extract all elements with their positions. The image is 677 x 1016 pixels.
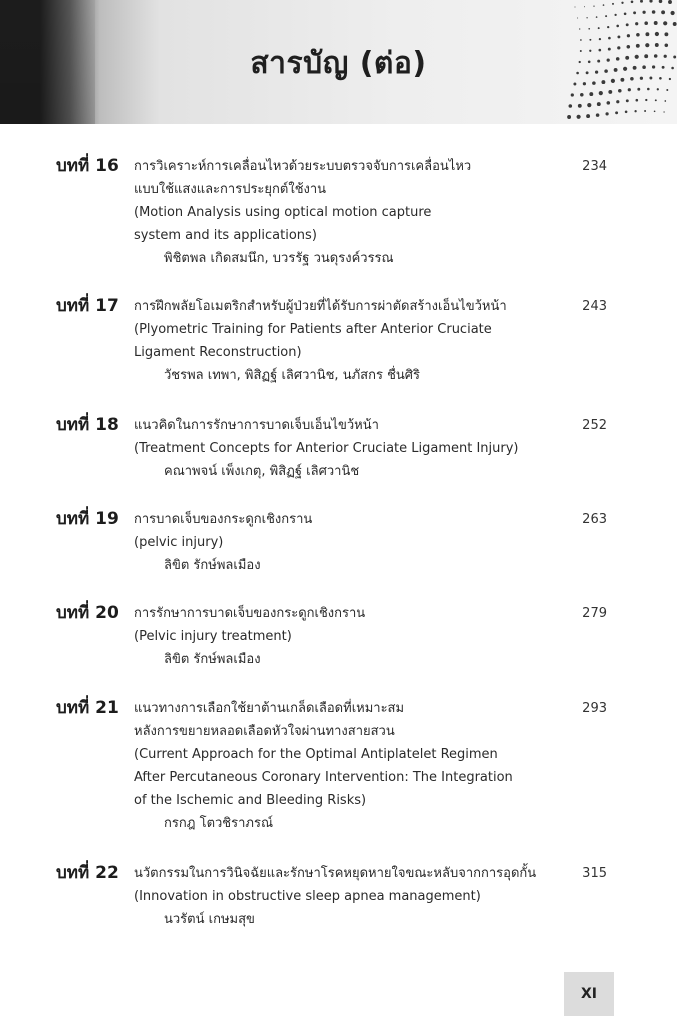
page-reference: 293 xyxy=(582,701,607,716)
entry-title-line: หลังการขยายหลอดเลือดหัวใจผ่านทางสายสวน xyxy=(134,724,395,739)
halftone-dot xyxy=(636,99,639,102)
entry-title-line: (pelvic injury) xyxy=(134,535,224,550)
halftone-dot xyxy=(612,3,614,5)
halftone-dot xyxy=(588,28,590,30)
halftone-dots-decoration xyxy=(567,0,677,124)
halftone-dot xyxy=(645,43,649,47)
page-header xyxy=(0,0,677,124)
halftone-dot xyxy=(659,77,662,80)
halftone-dot xyxy=(616,57,620,61)
halftone-dot xyxy=(589,92,593,96)
halftone-dot xyxy=(577,18,578,19)
halftone-dot xyxy=(644,21,648,25)
halftone-dot xyxy=(652,10,656,14)
chapter-number: บทที่ 19 xyxy=(56,509,119,529)
halftone-dot xyxy=(592,81,596,85)
entry-title-line: (Motion Analysis using optical motion capture xyxy=(134,205,432,220)
halftone-dot xyxy=(586,17,587,18)
halftone-dot xyxy=(662,66,665,69)
halftone-dot xyxy=(608,37,611,40)
halftone-dot xyxy=(580,50,582,52)
page-reference: 234 xyxy=(582,159,607,174)
halftone-dot xyxy=(633,11,636,14)
halftone-dot xyxy=(640,77,643,80)
entry-title-line: (Plyometric Training for Patients after Anterior Cruciate xyxy=(134,322,492,337)
halftone-dot xyxy=(655,32,659,36)
halftone-dot xyxy=(640,0,643,3)
halftone-dot xyxy=(671,11,675,15)
entry-authors: พิชิตพล เกิดสมนึก, บวรรัฐ วนดุรงค์วรรณ xyxy=(164,251,394,266)
halftone-dot xyxy=(620,78,624,82)
halftone-dot xyxy=(608,90,612,94)
halftone-dot xyxy=(608,48,611,51)
halftone-dot xyxy=(614,68,618,72)
halftone-dot xyxy=(607,58,610,61)
halftone-dot xyxy=(604,69,608,73)
halftone-dot xyxy=(579,28,580,29)
halftone-dot xyxy=(589,50,591,52)
halftone-dot xyxy=(611,79,615,83)
halftone-dot xyxy=(569,104,573,108)
halftone-dot xyxy=(642,65,646,69)
page-title: สารบัญ (ต่อ) xyxy=(250,46,427,81)
halftone-dot xyxy=(597,60,600,63)
halftone-dot xyxy=(668,0,672,4)
halftone-dot xyxy=(626,23,629,26)
halftone-dot xyxy=(624,13,627,16)
halftone-dot xyxy=(642,11,645,14)
chapter-number: บทที่ 22 xyxy=(56,863,119,883)
halftone-dot xyxy=(625,111,628,114)
halftone-dot xyxy=(617,35,620,38)
halftone-dot xyxy=(666,89,668,91)
entry-title-line: (Current Approach for the Optimal Antiplatelet Regimen xyxy=(134,747,498,762)
halftone-dot xyxy=(584,6,585,7)
halftone-dot xyxy=(586,114,590,118)
halftone-dot xyxy=(649,77,652,80)
entry-authors: ลิขิต รักษ์พลเมือง xyxy=(164,558,261,573)
entry-title-line: (Pelvic injury treatment) xyxy=(134,629,292,644)
halftone-dot xyxy=(617,46,620,49)
chapter-number: บทที่ 21 xyxy=(56,698,119,718)
halftone-dot xyxy=(614,14,616,16)
halftone-dot xyxy=(599,38,601,40)
halftone-dot xyxy=(636,33,640,37)
halftone-dot xyxy=(567,115,571,119)
halftone-dot xyxy=(596,16,598,18)
halftone-dot xyxy=(587,103,591,107)
halftone-dot xyxy=(630,77,634,81)
entry-authors: นวรัตน์ เกษมสุข xyxy=(164,912,255,927)
entry-title-line: แนวทางการเลือกใช้ยาต้านเกล็ดเลือดที่เหมาะสม xyxy=(134,701,405,716)
entry-title-line: (Treatment Concepts for Anterior Cruciate Ligament Injury) xyxy=(134,441,519,456)
halftone-dot xyxy=(583,82,586,85)
halftone-dot xyxy=(588,61,591,64)
halftone-dot xyxy=(627,34,630,37)
halftone-dot xyxy=(595,70,598,73)
halftone-dot xyxy=(625,56,629,60)
halftone-dot xyxy=(663,21,667,25)
halftone-dot xyxy=(575,7,576,8)
halftone-dot xyxy=(577,115,581,119)
chapter-number: บทที่ 18 xyxy=(56,415,119,435)
halftone-dot xyxy=(654,21,658,25)
halftone-dot xyxy=(628,88,631,91)
halftone-dot xyxy=(633,66,637,70)
halftone-dot xyxy=(661,10,665,14)
page-reference: 315 xyxy=(582,866,607,881)
halftone-dot xyxy=(664,55,667,58)
halftone-dot xyxy=(665,44,669,48)
halftone-dot xyxy=(616,100,619,103)
entry-title-line: การวิเคราะห์การเคลื่อนไหวด้วยระบบตรวจจับการเคลื่อนไหว xyxy=(134,159,472,174)
halftone-dot xyxy=(603,4,605,6)
halftone-dot xyxy=(637,88,640,91)
halftone-dot xyxy=(576,72,579,75)
halftone-dot xyxy=(671,67,674,70)
entry-title-line: Ligament Reconstruction) xyxy=(134,345,302,360)
halftone-dot xyxy=(589,39,591,41)
halftone-dot xyxy=(645,99,647,101)
entry-title-line: system and its applications) xyxy=(134,228,317,243)
halftone-dot xyxy=(618,89,622,93)
entry-title-line: of the Ischemic and Bleeding Risks) xyxy=(134,793,367,808)
halftone-dot xyxy=(579,61,581,63)
entry-title-line: After Percutaneous Coronary Intervention: The Integration xyxy=(134,770,513,785)
halftone-dot xyxy=(599,91,603,95)
halftone-dot xyxy=(644,54,648,58)
halftone-dot xyxy=(571,93,574,96)
halftone-dot xyxy=(669,78,671,80)
halftone-dot xyxy=(663,111,664,112)
halftone-dot xyxy=(578,104,582,108)
halftone-dot xyxy=(647,88,650,91)
halftone-dot xyxy=(635,55,639,59)
halftone-dot xyxy=(597,102,601,106)
chapter-number: บทที่ 16 xyxy=(56,156,119,176)
halftone-dot xyxy=(605,15,607,17)
halftone-dot xyxy=(654,54,658,58)
page-number-badge: XI xyxy=(564,972,614,1016)
entry-authors: ลิขิต รักษ์พลเมือง xyxy=(164,652,261,667)
halftone-dot xyxy=(596,113,600,117)
halftone-dot xyxy=(654,110,656,112)
halftone-dot xyxy=(605,112,608,115)
chapter-number: บทที่ 20 xyxy=(56,603,119,623)
entry-title-line: การรักษาการบาดเจ็บของกระดูกเชิงกราน xyxy=(134,606,366,621)
halftone-dot xyxy=(635,22,638,25)
halftone-dot xyxy=(657,88,659,90)
halftone-dot xyxy=(659,0,663,3)
entry-title-line: แบบใช้แสงและการประยุกต์ใช้งาน xyxy=(134,182,327,197)
halftone-dot xyxy=(599,49,602,52)
entry-authors: คณาพจน์ เพ็งเกตุ, พิสิฏฐ์ เลิศวานิช xyxy=(164,464,360,479)
entry-title-line: แนวคิดในการรักษาการบาดเจ็บเอ็นไขว้หน้า xyxy=(134,418,379,433)
halftone-dot xyxy=(627,45,631,49)
entry-title-line: การฝึกพลัยโอเมตริกสำหรับผู้ป่วยที่ได้รับการผ่าตัดสร้างเอ็นไขว้หน้า xyxy=(134,299,507,314)
halftone-dot xyxy=(607,101,611,105)
halftone-dot xyxy=(598,27,600,29)
page-reference: 263 xyxy=(582,512,607,527)
halftone-dot xyxy=(664,100,666,102)
halftone-dot xyxy=(644,110,646,112)
halftone-dot xyxy=(673,56,676,59)
halftone-dot xyxy=(636,44,640,48)
halftone-dot xyxy=(621,2,623,4)
halftone-dot xyxy=(673,22,677,26)
halftone-dot xyxy=(580,39,582,41)
halftone-dot xyxy=(601,80,605,84)
halftone-dot xyxy=(645,32,649,36)
halftone-dot xyxy=(573,83,576,86)
halftone-dot xyxy=(631,1,634,4)
halftone-dot xyxy=(664,32,668,36)
halftone-dot xyxy=(652,65,655,68)
halftone-dot xyxy=(580,93,584,97)
halftone-dot xyxy=(655,43,659,47)
page-reference: 252 xyxy=(582,418,607,433)
halftone-dot xyxy=(616,25,619,28)
halftone-dot xyxy=(593,5,594,6)
page-reference: 279 xyxy=(582,606,607,621)
halftone-dot xyxy=(615,111,618,114)
halftone-dot xyxy=(649,0,652,3)
halftone-dot xyxy=(655,99,657,101)
halftone-dot xyxy=(607,26,609,28)
entry-authors: วัชรพล เทพา, พิสิฏฐ์ เลิศวานิช, นภัสกร ชื่นศิริ xyxy=(164,368,421,383)
chapter-number: บทที่ 17 xyxy=(56,296,119,316)
entry-title-line: นวัตกรรมในการวินิจฉัยและรักษาโรคหยุดหายใจขณะหลับจากการอุดกั้น xyxy=(134,866,537,881)
entry-title-line: (Innovation in obstructive sleep apnea management) xyxy=(134,889,481,904)
entry-authors: กรกฎ โตวชิราภรณ์ xyxy=(164,816,274,831)
entry-title-line: การบาดเจ็บของกระดูกเชิงกราน xyxy=(134,512,313,527)
halftone-dot xyxy=(586,71,589,74)
page-reference: 243 xyxy=(582,299,607,314)
halftone-dot xyxy=(626,99,629,102)
halftone-dot xyxy=(623,67,627,71)
halftone-dot xyxy=(634,110,636,112)
